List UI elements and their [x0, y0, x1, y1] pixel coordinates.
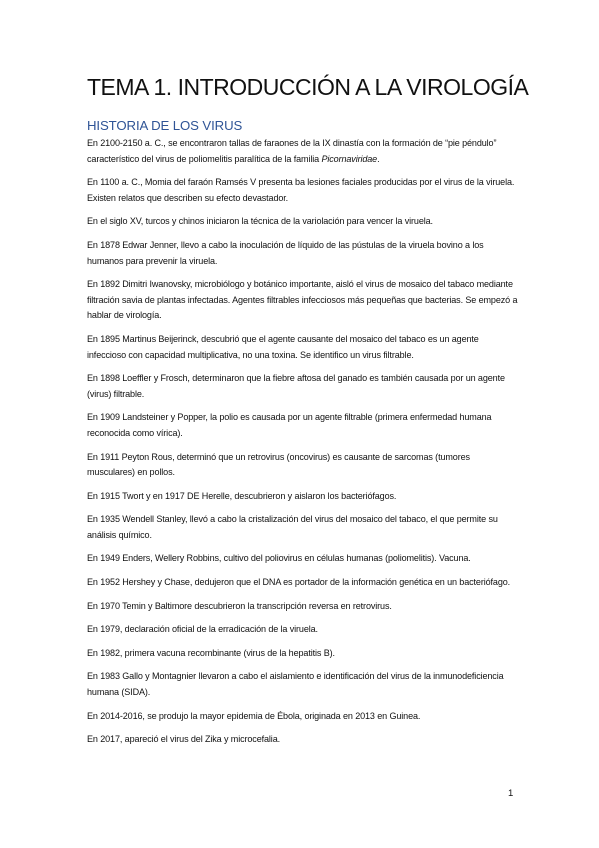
history-list	[87, 136, 519, 756]
history-paragraph	[87, 489, 519, 505]
history-paragraph	[87, 646, 519, 662]
paragraph-italic-text: Picornaviridae	[321, 153, 378, 164]
paragraph-text-end: .	[377, 153, 380, 164]
section-heading: HISTORIA DE LOS VIRUS	[87, 118, 243, 133]
history-paragraph	[87, 410, 519, 441]
paragraph-text: En 1911 Peyton Rous, determinó que un retrovirus (oncovirus) es causante de sarcomas (tumores musculares) en pollos.	[87, 451, 470, 478]
paragraph-text: En 2017, apareció el virus del Zika y microcefalia.	[87, 734, 281, 745]
history-paragraph	[87, 551, 519, 567]
history-paragraph	[87, 709, 519, 725]
title-number: TEMA 1.	[87, 74, 172, 100]
history-paragraph	[87, 450, 519, 481]
paragraph-text: En 2100-2150 a. C., se encontraron tallas de faraones de la IX dinastía con la formación de “pie péndulo” característico del virus de poliomelitis paralítica de la familia	[87, 138, 497, 164]
paragraph-text: En 1898 Loeffler y Frosch, determinaron que la fiebre aftosa del ganado es también causada por un agente (virus) filtrable.	[87, 373, 505, 399]
history-paragraph	[87, 332, 519, 363]
history-paragraph	[87, 371, 519, 402]
history-paragraph	[87, 214, 519, 230]
history-paragraph	[87, 622, 519, 638]
history-paragraph	[87, 136, 519, 167]
paragraph-text: En el siglo XV, turcos y chinos iniciaron la técnica de la variolación para vencer la viruela.	[87, 216, 433, 227]
paragraph-text: En 1892 Dimitri Iwanovsky, microbiólogo y botánico importante, aisló el virus de mosaico del tabaco mediante filtración savia de plantas infectadas. Agentes filtrables infecciosos más pequeñas que bacterias. Se empezó a hablar de virología.	[87, 279, 518, 321]
history-paragraph	[87, 732, 519, 748]
paragraph-text: En 1979, declaración oficial de la erradicación de la viruela.	[87, 624, 318, 635]
paragraph-text: En 1100 a. C., Momia del faraón Ramsés V presenta ba lesiones faciales producidas por el virus de la viruela. Existen relatos que describen su efecto devastador.	[87, 177, 515, 203]
paragraph-text: En 1915 Twort y en 1917 DE Herelle, descubrieron y aislaron los bacteriófagos.	[87, 490, 397, 501]
history-paragraph	[87, 277, 519, 324]
paragraph-text: En 1909 Landsteiner y Popper, la polio es causada por un agente filtrable (primera enfermedad humana reconocida como vírica).	[87, 412, 492, 438]
history-paragraph	[87, 599, 519, 615]
history-paragraph	[87, 669, 519, 700]
history-paragraph	[87, 575, 519, 591]
paragraph-text: En 1982, primera vacuna recombinante (virus de la hepatitis B).	[87, 647, 335, 658]
paragraph-text: En 1970 Temin y Baltimore descubrieron la transcripción reversa en retrovirus.	[87, 600, 392, 611]
page-number: 1	[508, 788, 514, 799]
paragraph-text: En 1949 Enders, Wellery Robbins, cultivo del poliovirus en células humanas (poliomelitis). Vacuna.	[87, 553, 471, 564]
title-text: INTRODUCCIÓN A LA VIROLOGÍA	[171, 74, 529, 100]
paragraph-text: En 2014-2016, se produjo la mayor epidemia de Ébola, originada en 2013 en Guinea.	[87, 710, 421, 721]
paragraph-text: En 1878 Edwar Jenner, llevo a cabo la inoculación de líquido de las pústulas de la viruela bovino a los humanos para prevenir la viruela.	[87, 239, 484, 266]
history-paragraph	[87, 238, 519, 269]
paragraph-text: En 1895 Martinus Beijerinck, descubrió que el agente causante del mosaico del tabaco es un agente infeccioso con capacidad multiplicativa, no una toxina. Se identifico un virus filtrable.	[87, 333, 479, 360]
page-title	[87, 74, 528, 101]
paragraph-text: En 1935 Wendell Stanley, llevó a cabo la cristalización del virus del mosaico del tabaco, el que permite su análisis químico.	[87, 514, 498, 540]
history-paragraph	[87, 175, 519, 206]
history-paragraph	[87, 512, 519, 543]
paragraph-text: En 1952 Hershey y Chase, dedujeron que el DNA es portador de la información genética en un bacteriófago.	[87, 577, 511, 588]
paragraph-text: En 1983 Gallo y Montagnier llevaron a cabo el aislamiento e identificación del virus de la inmunodeficiencia humana (SIDA).	[87, 671, 504, 698]
